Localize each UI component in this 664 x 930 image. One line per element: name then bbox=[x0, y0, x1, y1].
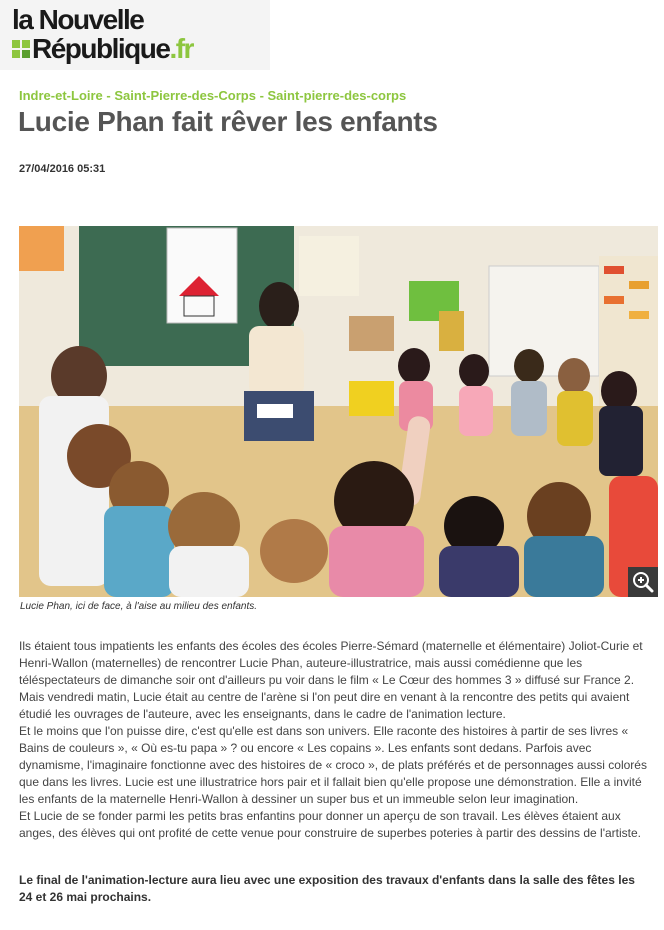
article-paragraph: Ils étaient tous impatients les enfants des écoles des écoles Pierre-Sémard (maternelle et élémentaire) Joliot-Curie et Henri-Wallon (maternelles) de rencontrer Lucie Phan, auteure-illustratrice, mais aussi comédienne que les téléspectateurs de dimanche soir ont d'ailleurs pu voir dans le film « Le Cœur des hommes 3 » diffusé sur France 2. Mais vendredi matin, Lucie était au centre de l'arène si l'on peut dire en venant à la rencontre des petits qui avaient étudié les ouvrages de l'auteure, avec les enseignants, dans le cadre de l'animation lecture. bbox=[19, 639, 643, 721]
logo-suffix: .fr bbox=[169, 33, 193, 64]
article-final-note: Le final de l'animation-lecture aura lieu avec une exposition des travaux d'enfants dans la salle des fêtes les 24 et 26 mai prochains. bbox=[19, 873, 635, 904]
breadcrumb-separator: - bbox=[255, 88, 268, 103]
breadcrumb-separator: - bbox=[102, 88, 115, 103]
breadcrumb-item-city[interactable]: Saint-Pierre-des-Corps bbox=[114, 88, 256, 103]
article-photo[interactable] bbox=[19, 226, 658, 597]
logo-line1: la Nouvelle bbox=[12, 4, 144, 35]
site-logo[interactable] bbox=[12, 6, 193, 64]
article-body bbox=[19, 638, 651, 842]
breadcrumb bbox=[19, 88, 406, 103]
breadcrumb-item-locality[interactable]: Saint-pierre-des-corps bbox=[267, 88, 407, 103]
logo-line2: République bbox=[32, 33, 170, 64]
article-title: Lucie Phan fait rêver les enfants bbox=[18, 106, 438, 137]
zoom-in-icon[interactable] bbox=[628, 567, 658, 597]
logo-line2-wrap bbox=[12, 34, 193, 64]
article-date: 27/04/2016 05:31 bbox=[19, 163, 106, 175]
breadcrumb-item-department[interactable]: Indre-et-Loire bbox=[19, 88, 103, 103]
site-header bbox=[0, 0, 270, 70]
article-paragraph: Et le moins que l'on puisse dire, c'est qu'elle est dans son univers. Elle raconte des histoires à partir de ses livres « Bains de couleurs », « Où es-tu papa » ? ou encore « Les copains ». Les enfants sont dedans. Parfois avec dynamisme, l'imaginaire fonctionne avec des histoires de « croco », de plats préférés et de personnages aussi colorés que dans les livres. Lucie est une illustratrice hors pair et il fallait bien qu'elle propose une démonstration. Elle a invité les enfants de la maternelle Henri-Wallon à dessiner un super bus et un immeuble selon leur imagination. bbox=[19, 724, 647, 806]
logo-mark-icon bbox=[12, 40, 30, 58]
photo-caption: Lucie Phan, ici de face, à l'aise au milieu des enfants. bbox=[20, 601, 258, 612]
article-paragraph: Et Lucie de se fonder parmi les petits bras enfantins pour donner un aperçu de son travail. Les élèves étaient aux anges, des élèves qui ont profité de cette venue pour construire de superbes poteries à partir des dessins de l'artiste. bbox=[19, 809, 641, 840]
